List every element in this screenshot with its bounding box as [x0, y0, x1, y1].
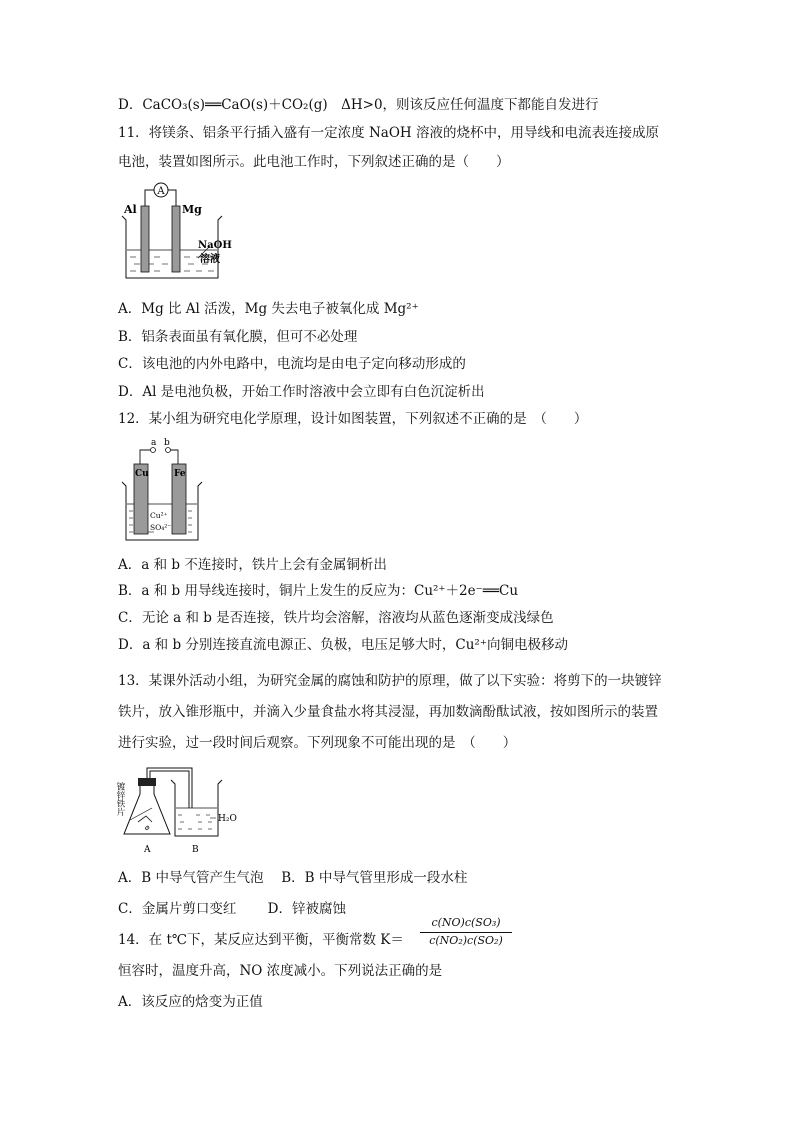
- q10-option-d: D．CaCO₃(s)══CaO(s)＋CO₂(g) ΔH>0，则该反应任何温度下都能自发进行: [118, 97, 599, 113]
- water-label: H₂O: [218, 814, 237, 824]
- q12-cell-figure: [118, 436, 218, 544]
- terminal-a-label: a: [151, 438, 157, 448]
- q13-stem-line2: 铁片，放入锥形瓶中，并滴入少量食盐水将其浸湿，再加数滴酚酞试液，按如图所示的装置: [118, 704, 658, 720]
- q11-battery-figure: [118, 178, 248, 286]
- q13-apparatus-figure: [115, 762, 248, 860]
- q13-stem-line1: 13．某课外活动小组，为研究金属的腐蚀和防护的原理，做了以下实验：将剪下的一块镀锌: [118, 673, 662, 689]
- naoh-label: NaOH: [198, 240, 232, 251]
- q12-option-a: A．a 和 b 不连接时，铁片上会有金属铜析出: [118, 557, 387, 573]
- q13-options-ab: A．B 中导气管产生气泡 B．B 中导气管里形成一段水柱: [118, 870, 468, 886]
- al-electrode: [141, 206, 149, 272]
- q11-stem-line2: 电池，装置如图所示。此电池工作时，下列叙述正确的是（ ）: [118, 154, 510, 170]
- flask-label-a: A: [144, 845, 151, 855]
- q14-fraction-bar: [420, 932, 512, 933]
- q14-denominator: c(NO₂)c(SO₂): [429, 934, 503, 947]
- mg-label: Mg: [182, 203, 202, 216]
- svg-text:⚙: ⚙: [144, 825, 150, 832]
- cu-ion-label: Cu²⁺: [150, 511, 168, 520]
- stopper-icon: [138, 778, 156, 786]
- beaker-label-b: B: [192, 845, 199, 855]
- q11-option-b: B．铝条表面虽有氧化膜，但可不必处理: [118, 329, 358, 345]
- mg-electrode: [172, 206, 180, 272]
- q14-stem-prefix: 14．在 t℃下，某反应达到平衡，平衡常数 K＝: [118, 932, 404, 948]
- terminal-b-label: b: [164, 438, 170, 448]
- q14-option-a: A．该反应的焓变为正值: [118, 994, 263, 1010]
- cu-label: Cu: [135, 469, 149, 479]
- solution-label: 溶液: [200, 254, 220, 265]
- q11-option-c: C．该电池的内外电路中，电流均是由电子定向移动形成的: [118, 356, 466, 372]
- fe-label: Fe: [174, 469, 186, 479]
- q12-stem: 12．某小组为研究电化学原理，设计如图装置，下列叙述不正确的是 （ ）: [118, 411, 588, 427]
- ammeter-label: A: [157, 186, 165, 197]
- sulfate-ion-label: SO₄²⁻: [150, 523, 172, 532]
- q14-numerator: c(NO)c(SO₃): [431, 916, 501, 929]
- q13-options-cd: C．金属片剪口变红 D．锌被腐蚀: [118, 901, 346, 917]
- sample-label: 镀锌铁片: [115, 782, 125, 816]
- q12-option-d: D．a 和 b 分别连接直流电源正、负极，电压足够大时，Cu²⁺向铜电极移动: [118, 637, 568, 653]
- al-label: Al: [124, 203, 137, 216]
- q11-stem-line1: 11．将镁条、铝条平行插入盛有一定浓度 NaOH 溶液的烧杯中，用导线和电流表连接成原: [118, 125, 659, 141]
- q11-option-d: D．Al 是电池负极，开始工作时溶液中会立即有白色沉淀析出: [118, 384, 485, 400]
- q14-stem-line2: 恒容时，温度升高，NO 浓度减小。下列说法正确的是: [118, 963, 443, 979]
- q13-stem-line3: 进行实验，过一段时间后观察。下列现象不可能出现的是 （ ）: [118, 735, 517, 751]
- q12-option-b: B．a 和 b 用导线连接时，铜片上发生的反应为：Cu²⁺＋2e⁻══Cu: [118, 583, 519, 599]
- q12-option-c: C．无论 a 和 b 是否连接，铁片均会溶解，溶液均从蓝色逐渐变成浅绿色: [118, 610, 554, 626]
- q11-option-a: A．Mg 比 Al 活泼，Mg 失去电子被氧化成 Mg²⁺: [118, 301, 419, 317]
